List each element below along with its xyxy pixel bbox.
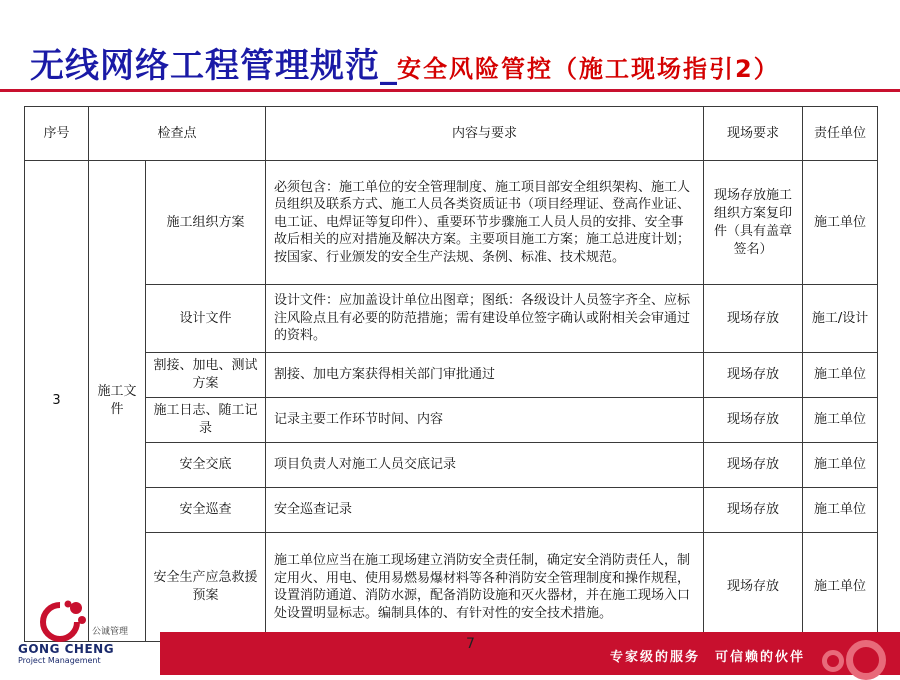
table-row	[25, 161, 878, 285]
row-item: 安全交底	[146, 443, 266, 488]
row-content: 施工单位应当在施工现场建立消防安全责任制，确定安全消防责任人，制定用火、用电、使用易燃易爆材料等各种消防安全管理制度和操作规程，设置消防通道、消防水源，配备消防设施和灭火器材，并在施工现场入口处设置明显标志。编制具体的、有针对性的安全技术措施。	[266, 533, 704, 642]
row-site: 现场存放	[704, 353, 803, 398]
table-row	[25, 398, 878, 443]
footer-slogan: 专家级的服务 可信赖的伙伴	[609, 650, 805, 665]
logo-sub-text: Project Management	[18, 656, 101, 665]
row-responsible: 施工单位	[803, 398, 878, 443]
header-seq: 序号	[25, 107, 89, 161]
row-site: 现场存放	[704, 488, 803, 533]
circle-decoration-icon	[846, 640, 886, 680]
row-item: 施工组织方案	[146, 161, 266, 285]
group-seq: 3	[25, 161, 89, 642]
header-check-item: 检查点	[89, 107, 266, 161]
title-main: 无线网络工程管理规范	[30, 46, 380, 86]
gc-logo-icon	[40, 598, 88, 644]
group-category: 施工文件	[89, 161, 146, 642]
row-responsible: 施工单位	[803, 533, 878, 642]
row-content: 割接、加电方案获得相关部门审批通过	[266, 353, 704, 398]
table-row	[25, 443, 878, 488]
row-item: 设计文件	[146, 285, 266, 353]
page-number: 7	[466, 636, 475, 652]
table-row	[25, 353, 878, 398]
row-responsible: 施工单位	[803, 353, 878, 398]
table-row	[25, 488, 878, 533]
row-site: 现场存放	[704, 443, 803, 488]
row-content: 安全巡查记录	[266, 488, 704, 533]
circle-decoration-icon	[822, 650, 844, 672]
header-site: 现场要求	[704, 107, 803, 161]
row-site: 现场存放	[704, 533, 803, 642]
row-item: 割接、加电、测试方案	[146, 353, 266, 398]
title-separator: _	[380, 46, 397, 86]
inspection-table	[24, 106, 878, 642]
row-responsible: 施工单位	[803, 443, 878, 488]
table-header-row	[25, 107, 878, 161]
row-content: 记录主要工作环节时间、内容	[266, 398, 704, 443]
page-title	[30, 38, 780, 88]
row-item: 安全巡查	[146, 488, 266, 533]
title-subtitle: 安全风险管控（施工现场指引2）	[397, 55, 780, 83]
row-site: 现场存放施工组织方案复印件（具有盖章签名）	[704, 161, 803, 285]
row-site: 现场存放	[704, 285, 803, 353]
header-content: 内容与要求	[266, 107, 704, 161]
row-content: 设计文件：应加盖设计单位出图章；图纸：各级设计人员签字齐全、应标注风险点且有必要的防范措施；需有建设单位签字确认或附相关会审通过的资料。	[266, 285, 704, 353]
logo-en-text: GONG CHENG	[18, 642, 115, 656]
row-content: 必须包含：施工单位的安全管理制度、施工项目部安全组织架构、施工人员组织及联系方式、施工人员各类资质证书（项目经理证、登高作业证、电工证、电焊证等复印件）、重要环节步骤施工人员人员的安排、安全事故后相关的应对措施及解决方案。主要项目施工方案；施工总进度计划；按国家、行业颁发的安全生产法规、条例、标准、技术规范。	[266, 161, 704, 285]
company-logo	[8, 598, 158, 668]
title-divider	[0, 89, 900, 92]
logo-cn-text: 公诚管理	[92, 627, 129, 637]
row-site: 现场存放	[704, 398, 803, 443]
row-item: 施工日志、随工记录	[146, 398, 266, 443]
table-row	[25, 285, 878, 353]
row-content: 项目负责人对施工人员交底记录	[266, 443, 704, 488]
row-responsible: 施工单位	[803, 161, 878, 285]
header-responsible: 责任单位	[803, 107, 878, 161]
row-responsible: 施工单位	[803, 488, 878, 533]
row-responsible: 施工/设计	[803, 285, 878, 353]
row-item: 安全生产应急救援预案	[146, 533, 266, 642]
